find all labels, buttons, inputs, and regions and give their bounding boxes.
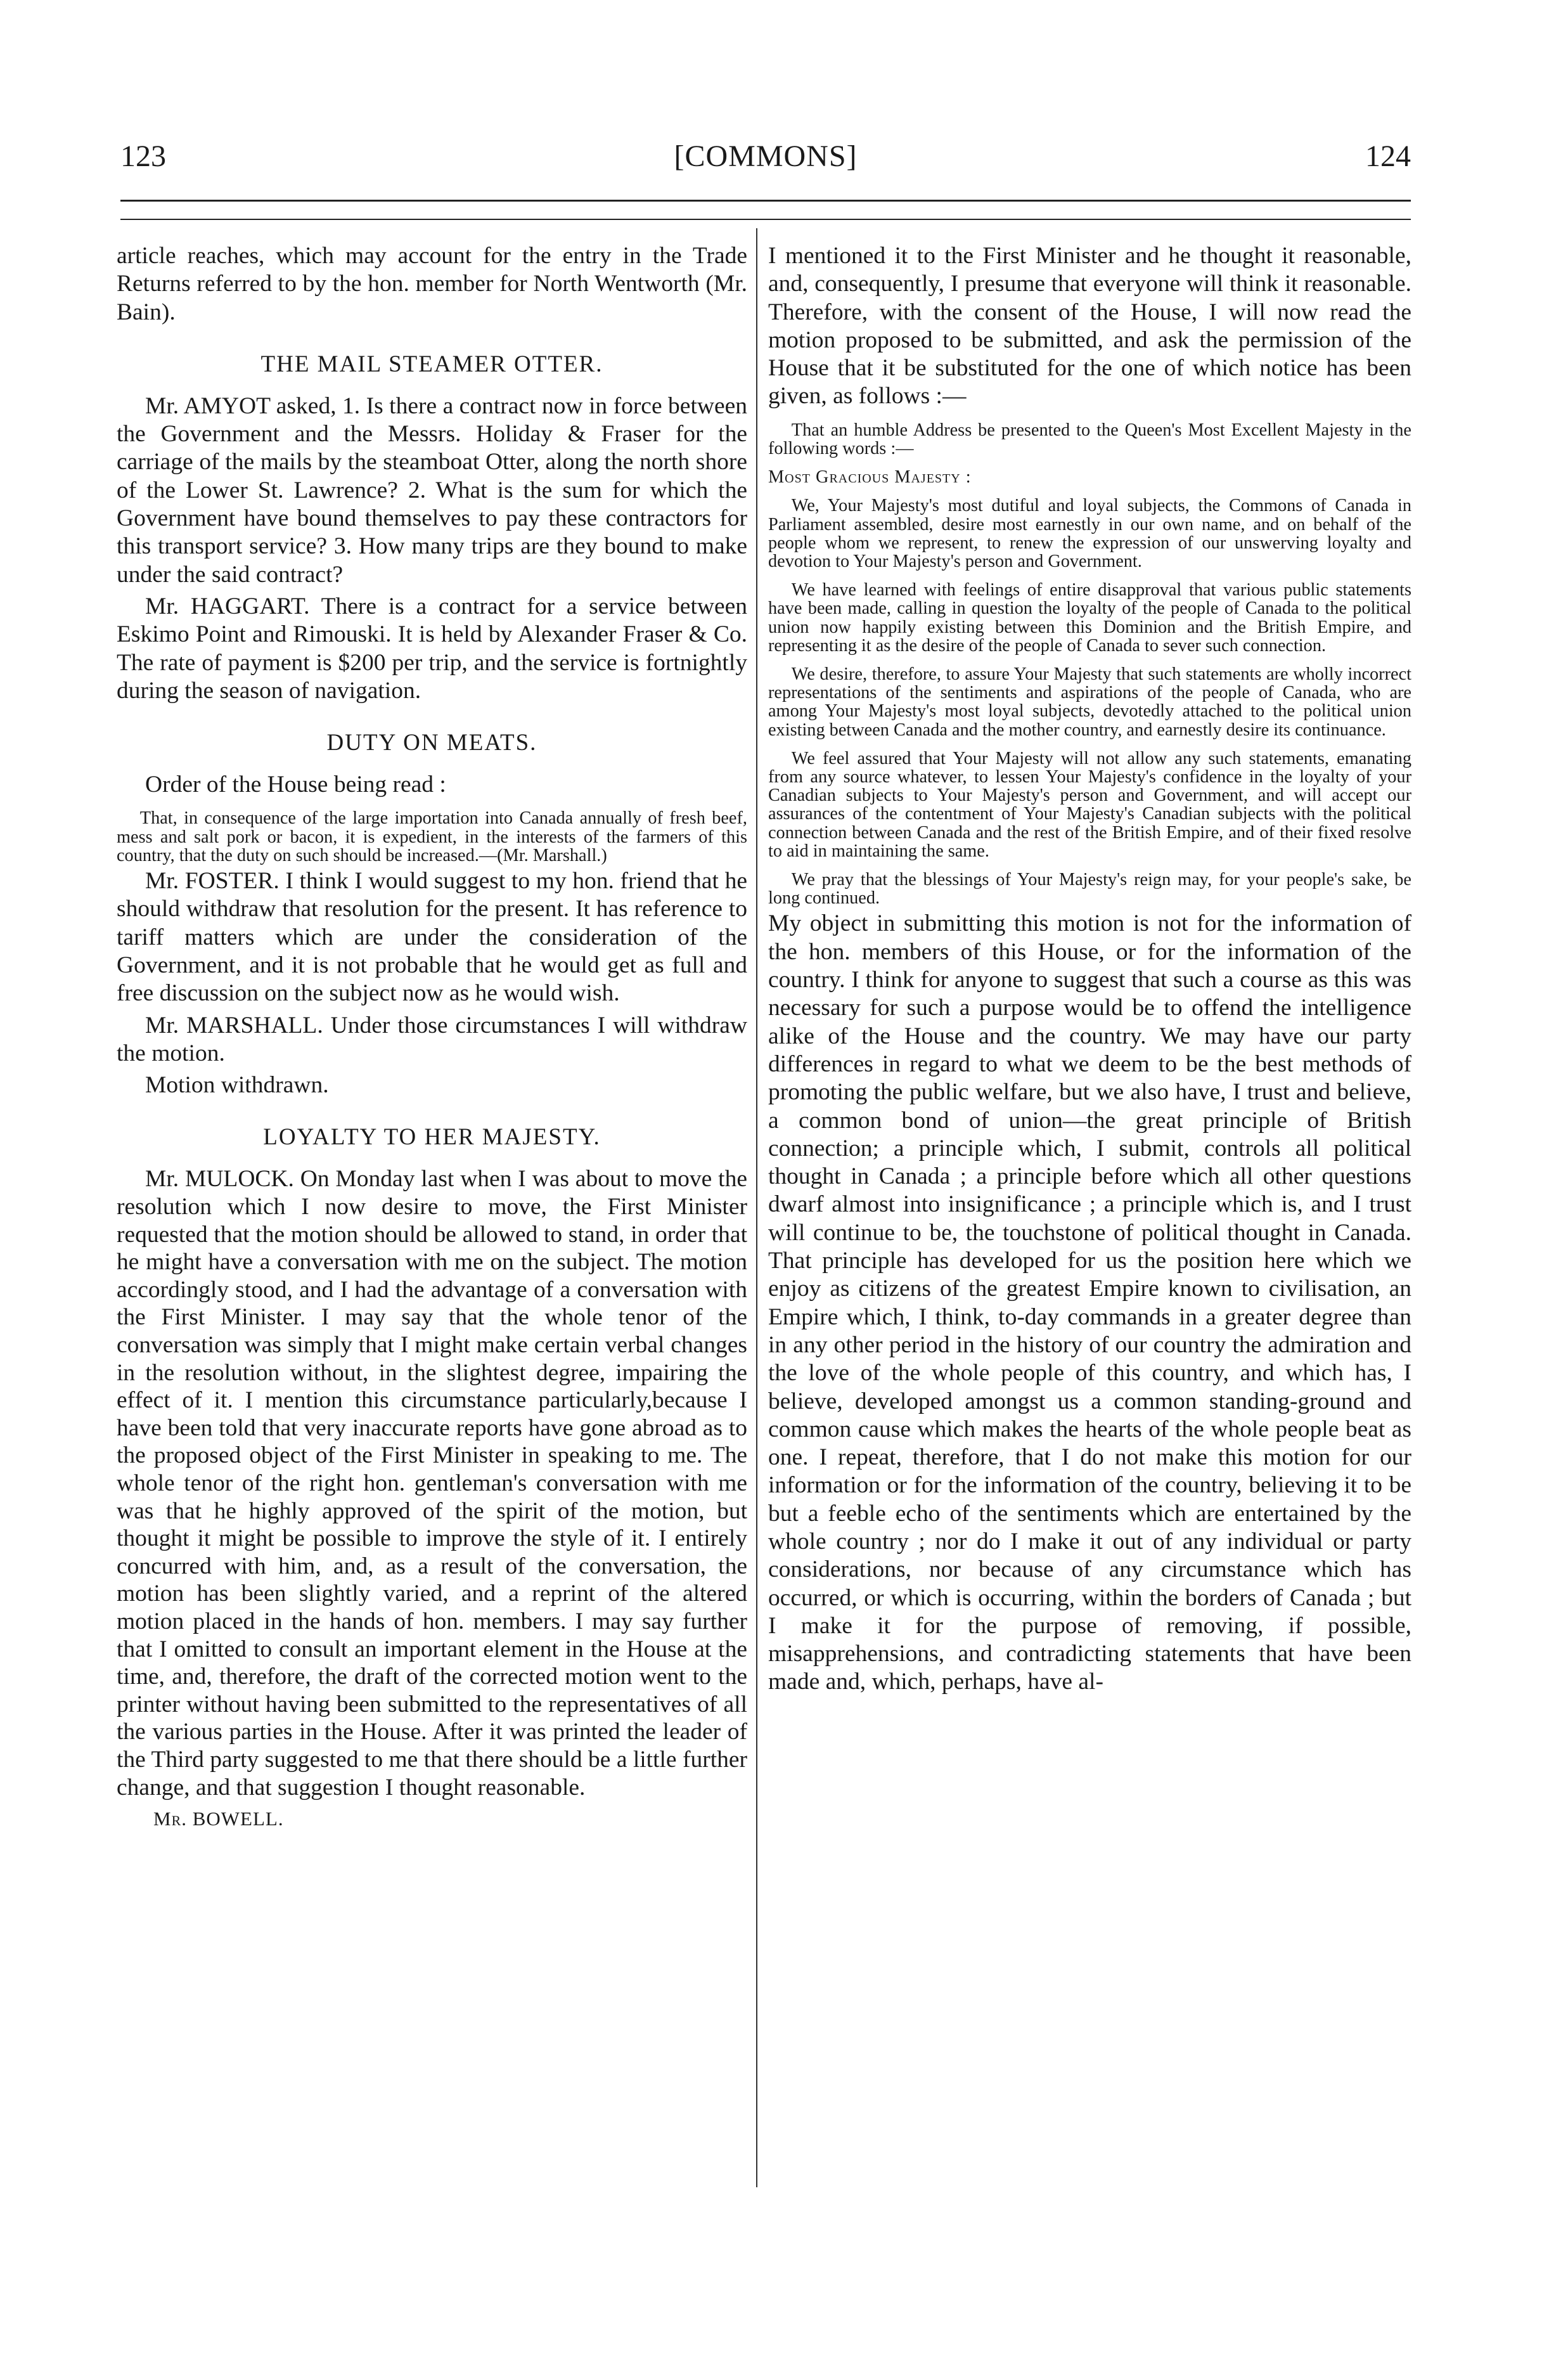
- header-rule-bottom: [120, 219, 1411, 220]
- quoted-address-paragraph-3: We desire, therefore, to assure Your Majesty that such statements are wholly incorrect representations of the sentiments and aspirations of the people of Canada, who are among Your Majesty's most loyal subjects, devotedly attached to the political union existing between Canada and the mother country, and earnestly desire its continuance.: [768, 664, 1411, 740]
- header-rule-top: [120, 200, 1411, 202]
- running-head: [120, 134, 1411, 179]
- column-divider: [756, 228, 757, 2187]
- paragraph-mulock-object: My object in submitting this motion is not for the information of the hon. members of this House, or for the information of the country. I think for anyone to suggest that such a course as this was necessary for such a purpose would be to offend the intelligence alike of the House and the country. We may have our party differences in regard to what we deem to be the best methods of promoting the public welfare, but we also have, I trust and believe, a common bond of union—the great principle of British connection; a principle which, I submit, controls all political thought in Canada ; a principle before which all other questions dwarf almost into insignificance ; a principle which is, and I trust will continue to be, the touchstone of political thought in Canada. That principle has developed for us the position here which we enjoy as citizens of the greatest Empire known to civilisation, an Empire which, I think, to-day commands in a greater degree than in any other period in the history of our country the admiration and the love of the whole people of this country, and which has, I believe, developed amongst us a common standing-ground and common cause which makes the hearts of the whole people beat as one. I repeat, therefore, that I do not make this motion for our information or for the information of the country, believing it to be but a feeble echo of the sentiments which are entertained by the whole country ; nor do I make it out of any individual or party considerations, nor because of any circumstance which has occurred, or which is occurring, within the borders of Canada ; but I make it for the purpose of removing, if possible, misapprehensions, and contradicting statements that have been made and, which, perhaps, have al-: [768, 910, 1411, 1695]
- quoted-address-paragraph-5: We pray that the blessings of Your Majesty's reign may, for your people's sake, be long continued.: [768, 870, 1411, 909]
- paragraph-amyot-question: Mr. AMYOT asked, 1. Is there a contract now in force between the Government and the Messrs. Holiday & Fraser for the carriage of the mails by the steamboat Otter, along the north shore of the Lower St. Lawrence? 2. What is the sum for which the Government have bound themselves to pay these contractors for this transport service? 3. How many trips are they bound to make under the said contract?: [117, 392, 747, 588]
- paragraph-mulock: Mr. MULOCK. On Monday last when I was about to move the resolution which I now desire to move, the First Minister requested that the motion should be allowed to stand, in order that he might have a conversation with me on the subject. The motion accordingly stood, and I had the advantage of a conversation with the First Minister. I may say that the whole tenor of the conversation was simply that I might make certain verbal changes in the resolution without, in the slightest degree, impairing the effect of it. I mention this circumstance particularly,because I have been told that very inaccurate reports have gone abroad as to the proposed object of the First Minister in speaking to me. The whole tenor of the right hon. gentleman's conversation with me was that he highly approved of the spirit of the motion, but thought it might be possible to improve the style of it. I entirely concurred with him, and, as a result of the conversation, the motion has been slightly varied, and a reprint of the altered motion placed in the hands of hon. members. I may say further that I omitted to consult an important element in the House at the time, and, therefore, the draft of the corrected motion went to the printer without having been submitted to the representatives of all the various parties in the House. After it was printed the leader of the Third party suggested to me that there should be a little further change, and that suggestion I thought reasonable.: [117, 1166, 747, 1801]
- paragraph-marshall: Mr. MARSHALL. Under those circumstances I will withdraw the motion.: [117, 1012, 747, 1066]
- paragraph-motion-withdrawn: Motion withdrawn.: [145, 1072, 329, 1099]
- paragraph-haggart-answer: Mr. HAGGART. There is a contract for a service between Eskimo Point and Rimouski. It is held by Alexander Fraser & Co. The rate of payment is $200 per trip, and the service is fortnightly during the season of navigation.: [117, 593, 747, 704]
- quoted-resolution-meats: That, in consequence of the large importation into Canada annually of fresh beef, mess and salt pork or bacon, it is expedient, in the interests of the farmers of this country, that the duty on such should be increased.—(Mr. Marshall.): [117, 808, 747, 865]
- quoted-address-paragraph-1: We, Your Majesty's most dutiful and loyal subjects, the Commons of Canada in Parliament assembled, desire most earnestly in our own name, and on behalf of the people whom we represent, to renew the expression of our unswerving loyalty and devotion to Your Majesty's person and Government.: [768, 496, 1411, 571]
- quoted-address-paragraph-2: We have learned with feelings of entire disapproval that various public statements have been made, calling in question the loyalty of the people of Canada to the political union now happily existing between this Dominion and the British Empire, and representing it as the desire of the people of Canada to sever such connection.: [768, 580, 1411, 656]
- quoted-address-intro: That an humble Address be presented to the Queen's Most Excellent Majesty in the following words :—: [768, 420, 1411, 458]
- paragraph-first-minister: I mentioned it to the First Minister and he thought it reasonable, and, consequently, I presume that everyone will think it reasonable. Therefore, with the consent of the House, I will now read the motion proposed to be submitted, and ask the permission of the House that it be substituted for the one of which notice has been given, as follows :—: [768, 243, 1411, 410]
- paragraph-foster: Mr. FOSTER. I think I would suggest to my hon. friend that he should withdraw that resolution for the present. It has reference to tariff matters which are under the consideration of the Government, and it is not probable that he would get as full and free discussion on the subject now as he would wish.: [117, 868, 747, 1007]
- paragraph-order-of-house: Order of the House being read :: [145, 772, 446, 798]
- page-number-left: 123: [120, 139, 166, 173]
- section-heading-loyalty: LOYALTY TO HER MAJESTY.: [263, 1124, 601, 1151]
- speaker-signature: Mr. BOWELL.: [153, 1808, 284, 1830]
- quoted-address-paragraph-4: We feel assured that Your Majesty will not allow any such statements, emanating from any source whatever, to lessen Your Majesty's confidence in the loyalty of your Canadian subjects to Your Majesty's person and Government, and will accept our assurances of the contentment of Your Majesty's Canadian subjects with the political connection between Canada and the rest of the British Empire, and of their fixed resolve to aid in maintaining the same.: [768, 748, 1411, 861]
- right-column: [768, 242, 1411, 1700]
- section-heading-mail-steamer: THE MAIL STEAMER OTTER.: [260, 351, 603, 377]
- quoted-salutation: Most Gracious Majesty :: [768, 467, 972, 488]
- section-heading-duty-on-meats: DUTY ON MEATS.: [326, 730, 537, 756]
- page-header-title: [COMMONS]: [674, 139, 858, 173]
- page-number-right: 124: [1365, 139, 1411, 173]
- left-column: [117, 242, 747, 1833]
- paragraph-trade-returns: article reaches, which may account for the entry in the Trade Returns referred to by the hon. member for North Wentworth (Mr. Bain).: [117, 243, 747, 325]
